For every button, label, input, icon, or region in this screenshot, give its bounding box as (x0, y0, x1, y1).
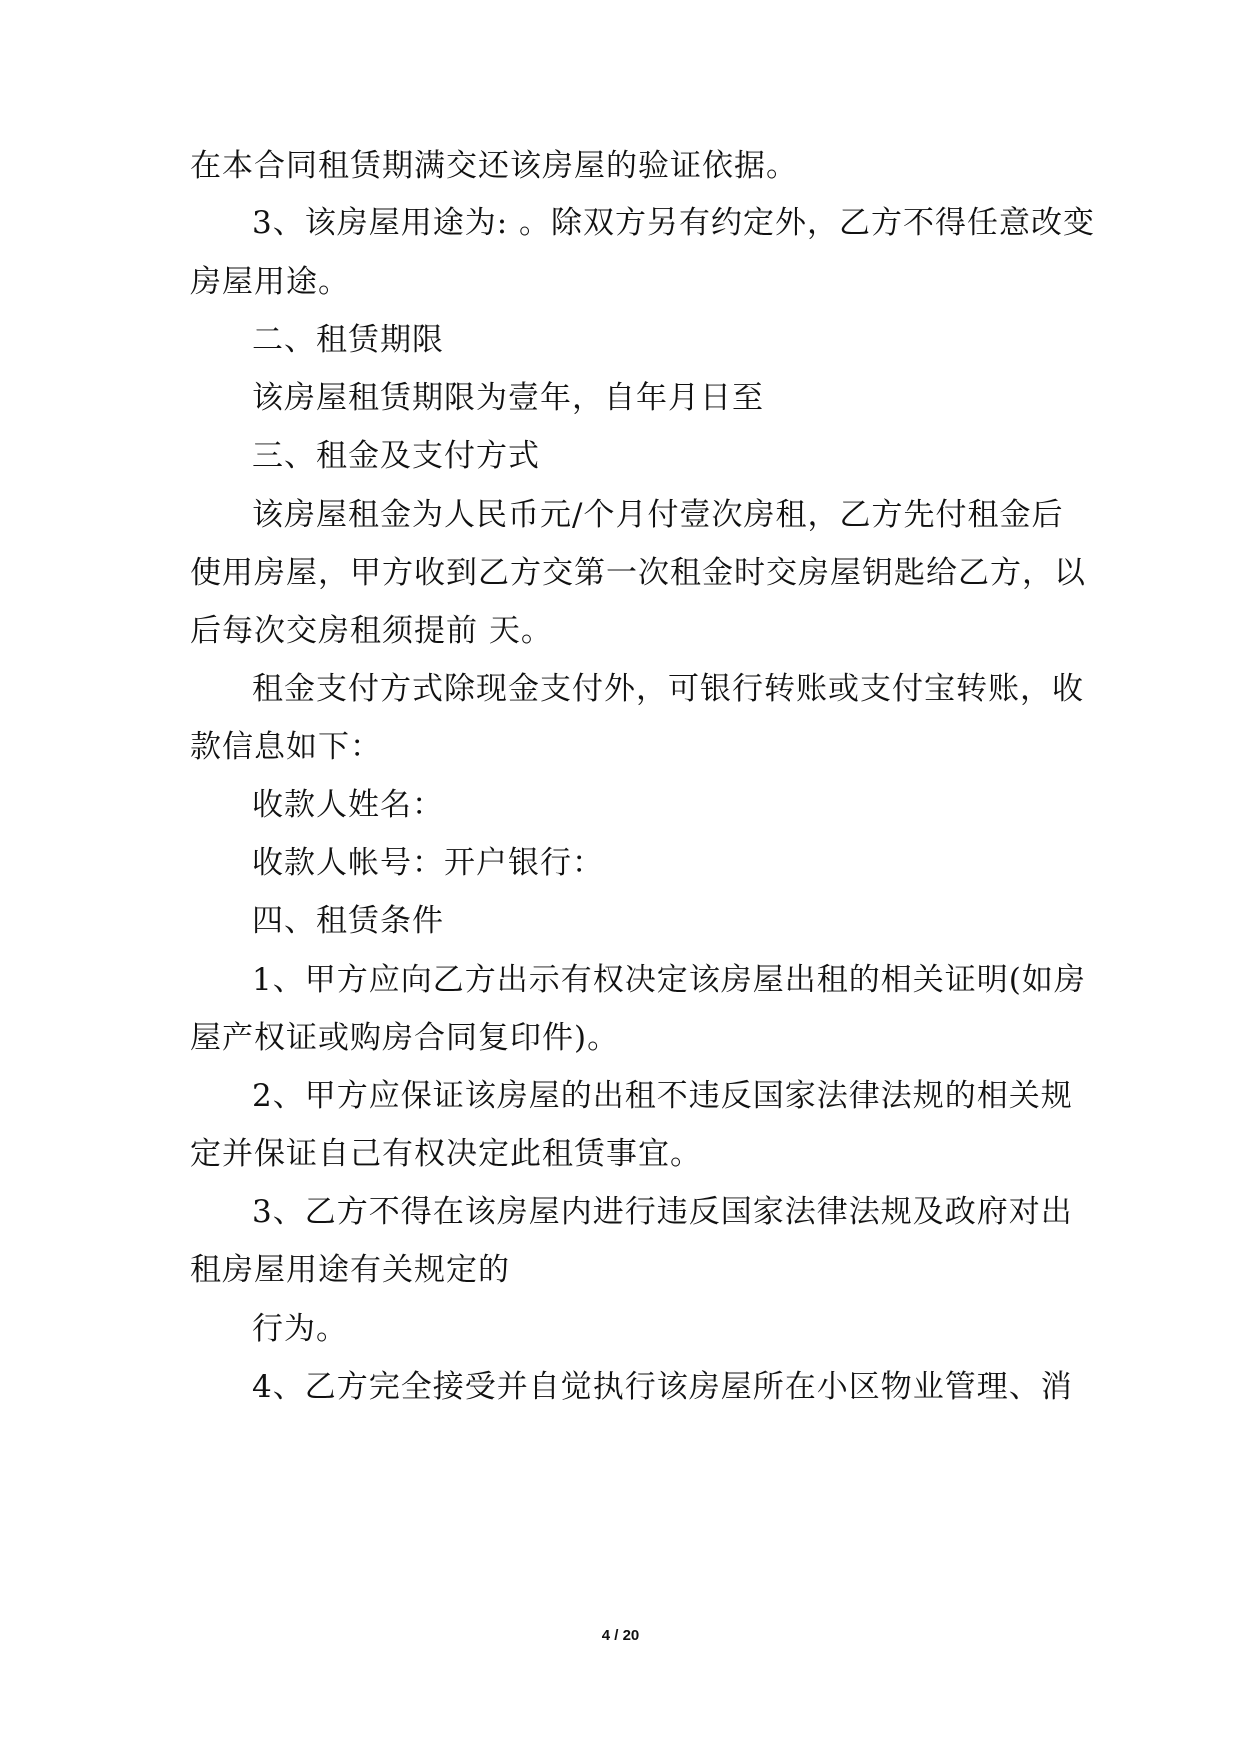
text-line: 屋产权证或购房合同复印件)。 (190, 1020, 620, 1056)
text-line: 该房屋租金为人民币元/个月付壹次房租，乙方先付租金后 (252, 497, 1064, 533)
text-line: 行为。 (252, 1311, 348, 1347)
text-line: 租金支付方式除现金支付外，可银行转账或支付宝转账，收 (252, 671, 1084, 707)
page-number: 4 / 20 (601, 1627, 640, 1644)
text-line: 后每次交房租须提前 天。 (190, 613, 553, 649)
text-line: 2、甲方应保证该房屋的出租不违反国家法律法规的相关规 (252, 1078, 1073, 1114)
section-heading: 二、租赁期限 (252, 322, 444, 358)
text-line: 房屋用途。 (190, 264, 350, 300)
text-line: 4、乙方完全接受并自觉执行该房屋所在小区物业管理、消 (252, 1369, 1073, 1405)
text-line: 在本合同租赁期满交还该房屋的验证依据。 (190, 148, 798, 184)
text-line: 租房屋用途有关规定的 (190, 1252, 510, 1288)
text-line: 使用房屋，甲方收到乙方交第一次租金时交房屋钥匙给乙方，以 (190, 555, 1086, 591)
text-line: 款信息如下： (190, 729, 382, 765)
text-line: 1、甲方应向乙方出示有权决定该房屋出租的相关证明(如房 (252, 962, 1086, 998)
text-line: 定并保证自己有权决定此租赁事宜。 (190, 1136, 702, 1172)
section-heading: 四、租赁条件 (252, 903, 444, 939)
text-line: 3、乙方不得在该房屋内进行违反国家法律法规及政府对出 (252, 1194, 1073, 1230)
section-heading: 三、租金及支付方式 (252, 438, 540, 474)
text-line: 收款人姓名： (252, 787, 444, 823)
text-line: 收款人帐号：开户银行： (252, 845, 604, 881)
text-line: 3、该房屋用途为: 。除双方另有约定外，乙方不得任意改变 (252, 205, 1096, 241)
text-line: 该房屋租赁期限为壹年，自年月日至 (252, 380, 764, 416)
